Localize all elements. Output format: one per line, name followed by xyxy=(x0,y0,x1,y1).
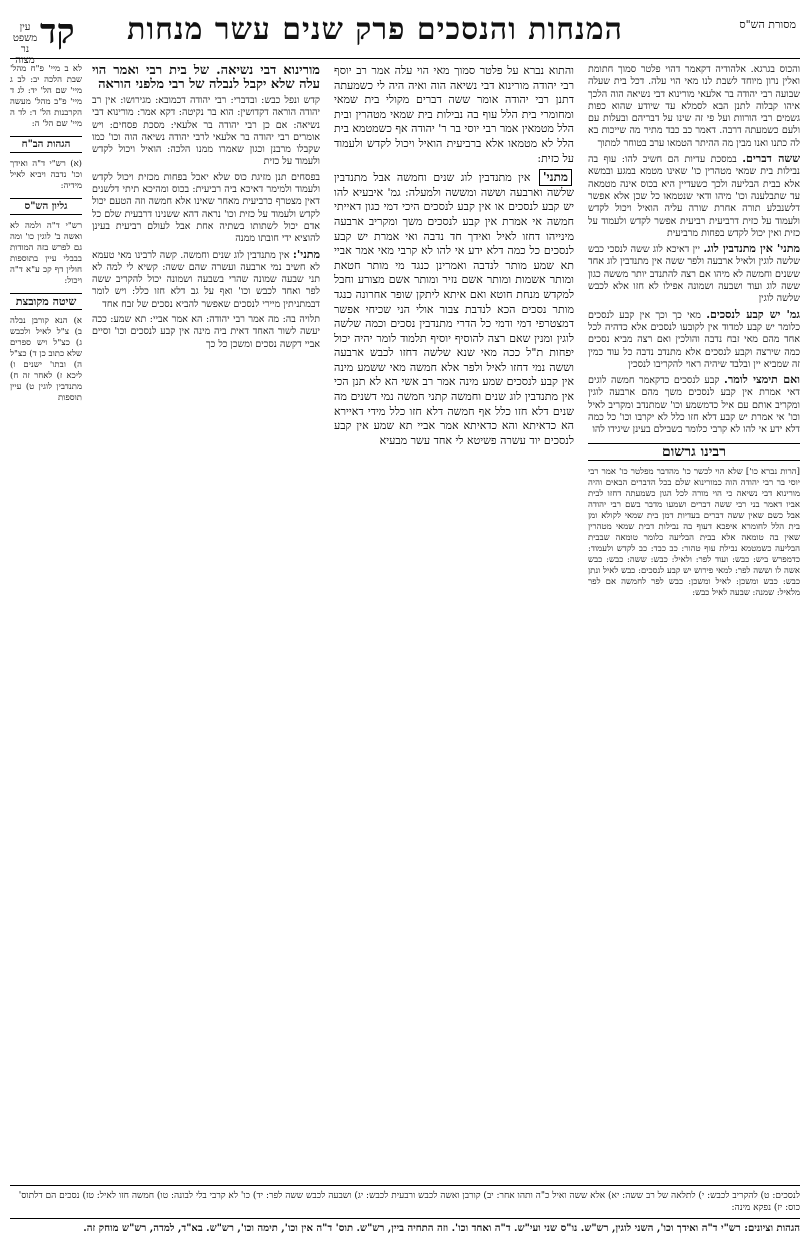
shitah-mekubetzet-heading: שיטה מקובצת xyxy=(10,293,82,310)
footer-hagahot: הגהות וציונים: רש"י ד"ה ואידך וכו', השני לוגין, רש"ש. נו"ס שני ועי"ש. ד"ה ואחד וכו'. וזה התחיה ביין, רש"ש. תוס' ד"ה אין וכו', תימה וכו', רש"ש. בא"ד, למדה, רש"ש מוחק זה. xyxy=(10,1218,800,1234)
rabenu-gershom-heading: רבינו גרשום xyxy=(588,443,800,461)
rashi-text: והכוס בגרגא. אלהודיה דקאמר דהוי פלטר סמוך חתומת ואלין נרון מיוחד לשבת לנו מאי הוי עלה. דכל בית שעלה שבועה רבי יהודה בר אלעאי מורינוא דבי נשיאה הוה הלכך איהו קבלוה לתנן הבא לסמלא עד שיודע שהוא כפות גשמים רבי הורוות ועל פי זה שינו על דבריהם ובעלות עם ולעם כשמעתה דרבה. דאמר כב כבד מתיר מה שייכות בא לה כתנו ואנו מבין מה ההיתר הטמאו ערב בטוחר למתוך xyxy=(588,64,800,149)
gemara-text: אין מתנדבין לוג שנים וחמשה אבל מתנדבין שלשה וארבעה וששה ומששה ולמעלה: גמ' איבעיא להו יש קבע לנסכים או אין קבע לנסכים היכי דמי כגון דאייתי חמשה אי אמרת אין קבע לנסכים משך ומקריב ארבעה מינייהו דחזו לאיל ואידך חד נדבה ואי אמרת יש קבע לנסכים כל כמה דלא ידע אי להו לא קרבי מאי אמר אביי תא שמע מותר לנדבה ואמרינן כנגד מי מותר חטאת ומותר אשמות ומותר אשם נזיר ומותר אשם מצורע וחבל למקדש מנחת חוטא ואם איתא ליתקן שופר אחרונה כנגד מותר נסכים הכא לנדבת צבור אולי הני שכיחי אפשר דמצטרפי דמי ודמי כל הדרי מתנדבין נסכים וכמה שלשה לוגין ומנין שאם רצה להוסיף יוסיף תלמוד לומר יהיה יכול יפחות ת"ל ככה מאי שנא שלשה דחזו לכבש ארבעה וששה נמי דחזו לאיל ולפר אלא חמשה מאי ששמע מינה אין קבע לנסכים שמע מינה אמר רב אשי הא לא תנן הכי אין מתנדבין לוג שנים וחמשה קתני חמשה נמי דשנים מה שנים דלא חזו כלל אף חמשה דלא חזו כלל מידי דאיירא הא כדאיתא והא כדאיתא אמר אביי תא שמע אין קבע לנסכים יוד עשרה פשיטא לי אחד עשר מבעיא xyxy=(334,171,574,447)
tosafot-text: קדש ונפל כבש: ובדברי: רבי יהודה דכמובא: מגירושו: אין רב יהודה הוראה דקדושין: הוא בר נקיטה: דקא אמר: מורינוא דבי נשיאה: אם כן רבי יהודה בר אלעאי: מסכת פסחים: ויש אומרים רבי יהודה בר אלעאי לרבי יהודה נשיאה הוה וכו' כמו שקבלו מרבנן וכגון שאמרו ממנו הלכה: הואיל ויכול לקדש ולעמוד על כזית xyxy=(92,95,320,168)
gemara-column xyxy=(334,64,574,1004)
header-rule xyxy=(10,58,800,59)
rashi-text: במסכת עדיות הם חשיב להו: עוף בה נבילות בית שמאי מטהרין כו' שאינו מטמא במגע ובמשא אלא בבית הבליעה ולכך כשעדיין היא בכוס אינה מטמאה עד שתבלענה וכו' מיהו ודאי שנטמאו כל שכן אלא אפשר דלשנבלע תורה אחרת שורה עליה הואיל ויכול לקדש ולעמוד על כזית דרביעית רביעית אפשר לקדש ולעמוד על כזית ואין יכול לקדש בפחות מרביעית xyxy=(588,154,800,239)
tosafot-text: תלויה בה: מה אמר רבי יהודה: הא אמר אביי: תא שמע: ככה יעשה לשור האחד דאית ביה מינה אין קבע לנסכים וכו' וסיים אביי דקשה נסכים ומשכן כל כך xyxy=(92,314,320,350)
ein-mishpat-notes: לא ב מיי' פ"ח מהל' שבת הלכה יב: לב ג מיי' שם הל' יד: לג ד מיי' פ"ב מהל' מעשה הקרבנות הל' ד: לד ה מיי' שם הל' ה: xyxy=(10,64,82,129)
page-title: המנחות והנסכים פרק שנים עשר מנחות xyxy=(127,12,623,47)
rashi-dibur-hamatchil: ששה דברים. xyxy=(742,152,800,166)
mesorah-label: מסורת הש"ס xyxy=(739,18,796,31)
rabenu-gershom-text: [הרות נברא כו'] שלא הוי לכשר כו' מהדבר מפלטר כו' אמר רבי יוסי בר רבי יהודה הוה כמורינוא שלם בכל הדברים הבאים והיה מורינוא דבי נשיאה כי הוי מורה לכל הגון כשמעתה דחזו לבית אביו דאמר בני רבי ששה דברים ושמעו מדבר בשם רבי יהודה אבל כשם שאין ששה דברים בעדיות דמן בית שמאי לקולא ומן בית הלל לחומרא איפכא דעוף בה נבילות דבית שמאי מטהרין שאין בה טומאה אלא בבית הבליעה כלומר טומאה שבבית הבליעה כשמטמא נבילת עוף טהור: כב כבד: כב לקדש ולעמוד: כדמפרש ביש: כבש: ועוד לפר: ולאיל: כבש: ששה: כבש: כבש אשה לו וששה לפר: למאי פירוש יש קבע לנסכים: כבש לאיל ונתן כבש: כבש ומשכן: לאיל ומשכן: כבש לפר לחמשה אם לפר מלאיל: שמנה: שבעה לאיל כבש: xyxy=(588,466,800,598)
gemara-text: והתוא נברא על פלטר סמוך מאי הוי עלה אמר רב יוסף רבי יהודה מורינוא דבי נשיאה הוה ואיה היה לי כשמעתה דתנן רבי יהודה אומר ששה דברים מקולי בית שמאי ומחומרי בית הלל עוף בה נבילות בית שמאי מטהרין ובית הלל מטמאין אמר רבי יוסי בר ר' יהודה אף כשמטמא בית הלל לא מטמאו אלא ברביעית הואיל ויכול לקדש ולעמוד על כזית: xyxy=(334,64,574,165)
rashi-text: קבע לנסכים כדקאמר חמשה לוגים דאי אמרת אין קבע לנסכים משך מהם ארבעה לוגין ומקריב אותם עם איל כדמשמע וכו' שמתנדב ומקריב לאיל וכו' אי אמרת יש קבע דלא חזו כלל לא יקרבו וכו' כל כמה דלא ידע אי להו לא קרבי כלומר בשבילם בעינן שיגידו להו xyxy=(588,375,800,436)
tosafot-text: בפסחים תנן מזיגת כוס שלא יאכל בפחות מכזית ויכול לקדש ולעמוד ולמימר דאיכא ביה רביעית: בכוס ומהיכא תיתי דלשנים דאין מצטרף כרביעית מאחר שאינו אלא חמשה וזה הטעם יכול לקדש ולעמוד על כזית וכו' נראה דהא ששנינו דרבעית שלם כל אדם יכול לשתותו בשתיה אחת אבל לעולם רביעית בעינן להוציא ידי חובתו ממנה xyxy=(92,171,320,245)
rashi-text: מאי כך וכך אין קבע לנסכים כלומר יש קבע למדוד אין לקובעו לנסכים אלא כדהיה לכל אחד מהם מאי זבח נדבה והולכין ואם רצה מביא נסכים כמה שירצה וקבע לנסכים אלא מתנדב נדבה כל עוד כמין זה שמביא יין ובלבד שיהיה ראוי להקריבו לנסכין xyxy=(588,309,800,370)
rashi-column xyxy=(588,64,800,1169)
shitah-mekubetzet-text: א) הנא קורבן נבלה ב) צ"ל לאיל ולכבש ג) כצ"ל ויש ספרים שלא כתוב כן ד) כצ"ל ה) ובתו' ישנים ו) ליכא ז) לאחר זה ח) מתנדבין לוגין ט) עיין תוספות xyxy=(10,316,82,403)
ein-mishpat-label: עין משפט נר מצוה xyxy=(12,22,38,66)
gilyon-hashas-text: רש"י ד"ה ולמה לא ואשה ב' לוגין כו' ומה גם לפרש בזה המודות בבבלי עיין בתוספות חולין דף קכ ע"א ד"ה ויכול: xyxy=(10,221,82,286)
mishna-marker: מתני' xyxy=(539,169,572,186)
footer-rule xyxy=(10,1185,800,1186)
tosafot-mishna-marker: מתני': xyxy=(292,247,320,261)
tosafot-text: אין מתנדבין לוג שנים וחמשה. קשה לרבינו מאי טעמא לא חשיב נמי ארבעה ועשרה שהם ששה: קשיא לי למה לא תני שבעה שמונה שהרי בשבעה ושמונה יכול להקריב ששה לפר ואחד לכבש וכו' ואף על גב דלא חזו כלל: ויש לומר דבמתניתין מיירי לנסכים שאפשר להביא נסכים של זבח אחד xyxy=(92,249,320,310)
tosafot-column xyxy=(92,64,320,904)
footer-notes: לנסכים: ט) להקריב לכבש: י) לתלאה של רב ששה: יא) אלא ששה ואיל כ"ה ותהו אחר: יב) קורבן ואשה לכבש ורבעית לכבש: יג) ושבעה לכבש ששה לפר: יד) כו' לא קרבי בלי לבונה: טו) חמשה חזו לאיל: טז) נסכים הם דלתוס' כוס: יז) נפקא מינה: xyxy=(18,1191,800,1213)
rashi-text: יין דאיכא לוג ששה לנסכי כבש שלשה לוגין ולאיל ארבעה ולפר ששה אין מתנדבין לוג אחד ששנים וחמשה לא מיהו אם רצה להתנדב יותר מששה כגון ששה לוג ועוד ושבעה ושמונה אפילו לא חזו אלא לכבש שלשה לוגין xyxy=(588,244,800,305)
rashi-dibur-hamatchil: ואם תימצי לומר. xyxy=(724,373,800,387)
rashi-dibur-hamatchil: מתני' אין מתנדבין לוג. xyxy=(703,242,800,256)
rashi-dibur-hamatchil: גמ' יש קבע לנסכים. xyxy=(706,307,800,321)
gilyon-hashas-heading: גליון הש"ס xyxy=(10,198,82,215)
tosafot-opening: מורינוא דבי נשיאה. של בית רבי ואמר הוי עלה שלא יקבל לנבלה של רבי מלפני הוראה xyxy=(92,64,320,92)
hagahot-habach-heading: הגהות הב"ח xyxy=(10,136,82,153)
edge-notes-column xyxy=(10,64,82,1064)
page-header xyxy=(10,8,800,66)
folio-number: קד xyxy=(40,12,75,52)
hagahot-habach-text: (א) רש"י ד"ה ואידך וכו' נדבה ויביא לאיל מידיה: xyxy=(10,159,82,191)
